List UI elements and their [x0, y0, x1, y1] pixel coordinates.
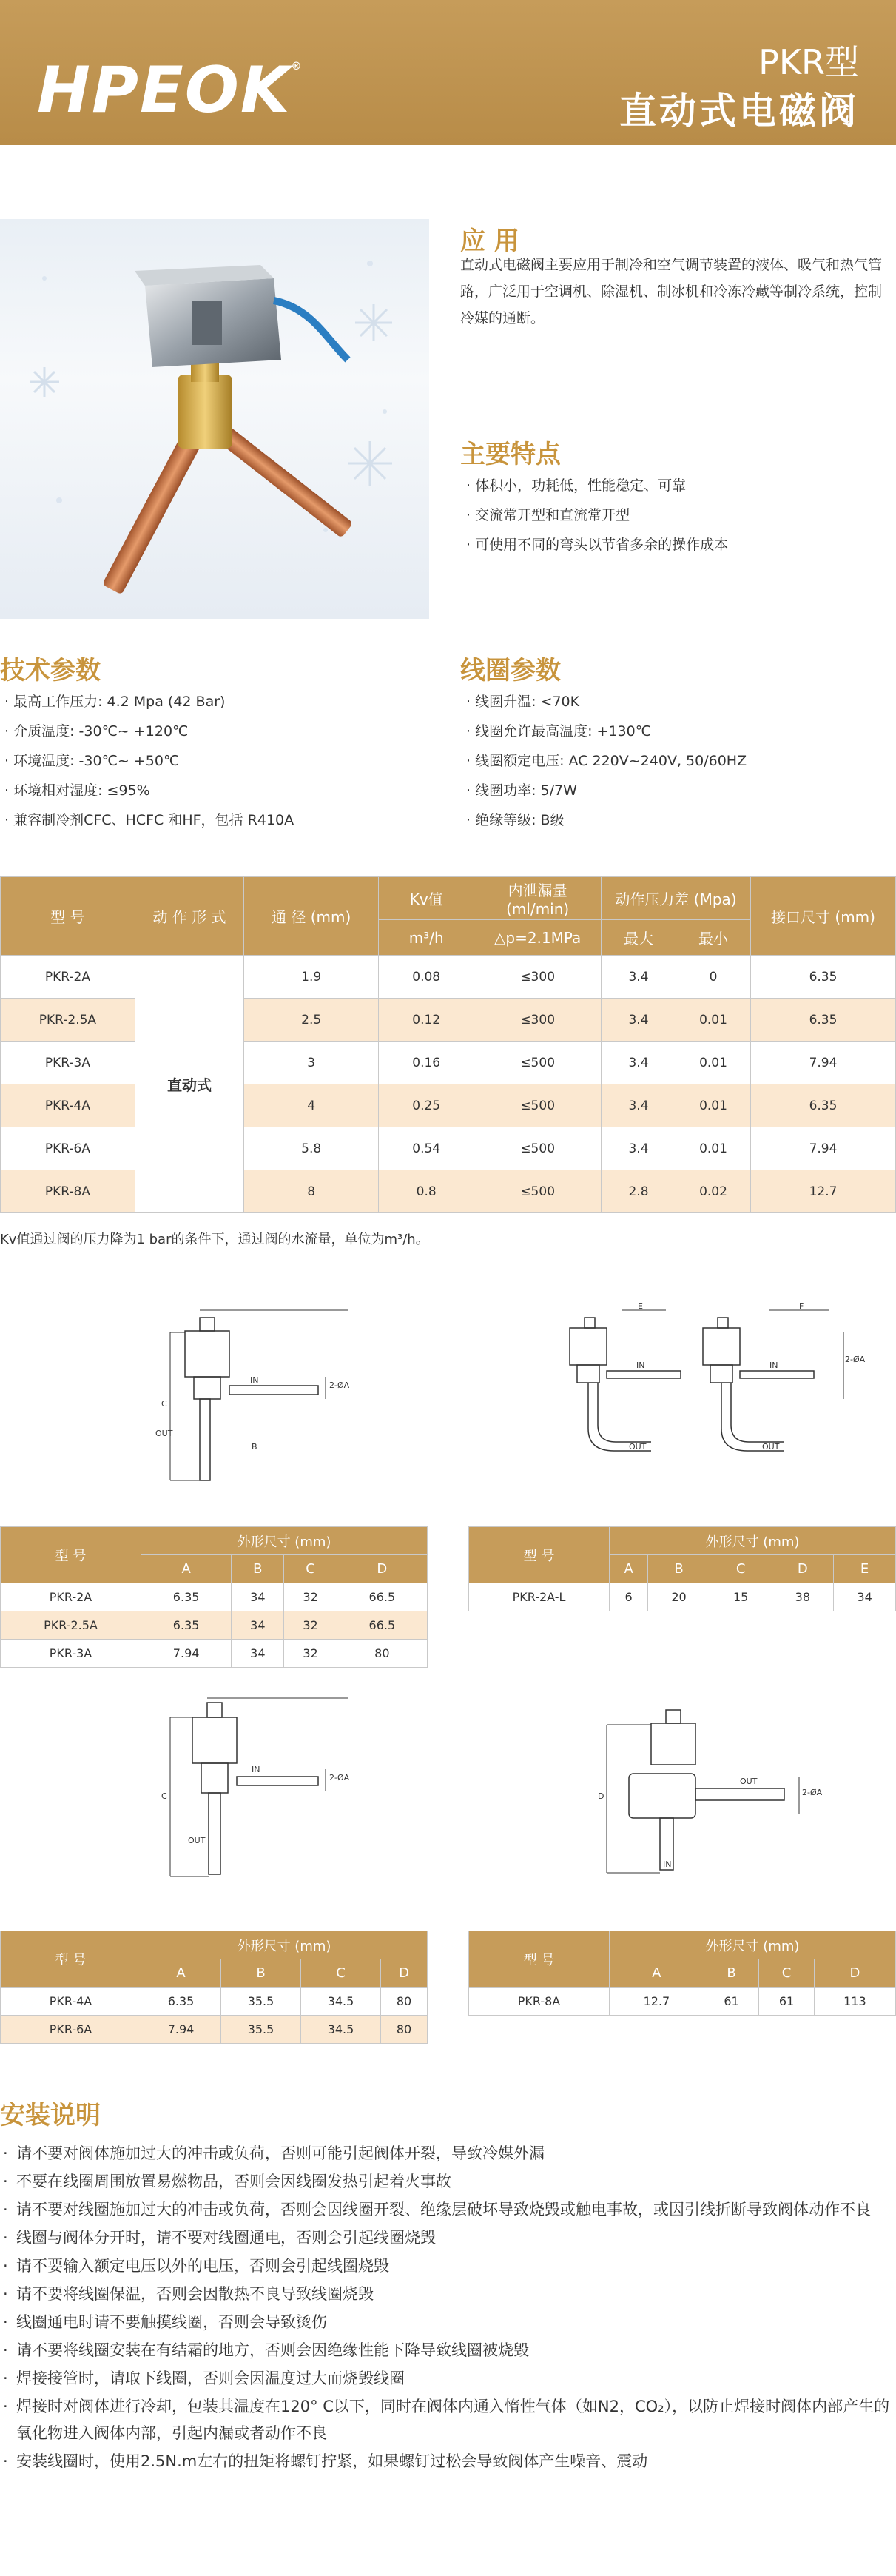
svg-text:F: F [799, 1301, 804, 1311]
drawing-pkr-4a [141, 1695, 363, 1888]
list-item: · 可使用不同的弯头以节省多余的操作成本 [466, 530, 728, 560]
table-row: PKR-8A 8 0.8 ≤500 2.8 0.02 12.7 [1, 1170, 896, 1213]
kv-note: Kv值通过阀的压力降为1 bar的条件下，通过阀的水流量，单位为m³/h。 [0, 1232, 429, 1247]
dims-table-3: 型 号 外形尺寸 (mm) A B C D PKR-4A 6.35 35.5 34.5 80 PKR-6A 7.94 35.5 34.5 80 [0, 1931, 428, 2044]
svg-text:2-ØA: 2-ØA [845, 1355, 866, 1364]
list-item: · 安装线圈时，使用2.5N.m左右的扭矩将螺钉拧紧，如果螺钉过松会导致阀体产生噪音、震动 [0, 2448, 896, 2475]
list-item: · 交流常开型和直流常开型 [466, 500, 728, 530]
col-header-size: 外形尺寸 (mm) [610, 1527, 896, 1555]
features-title: 主要特点 [460, 440, 561, 469]
spec-table [0, 876, 896, 1213]
col-header-diff: 动作压力差 (Mpa) [602, 877, 751, 920]
svg-text:OUT: OUT [188, 1836, 206, 1845]
col-header-min: 最小 [676, 920, 751, 956]
table-row: PKR-3A 7.94 34 32 80 [1, 1640, 428, 1668]
svg-text:IN: IN [663, 1859, 672, 1869]
list-item: · 体积小，功耗低，性能稳定、可靠 [466, 471, 728, 500]
dims-table-2: 型 号 外形尺寸 (mm) A B C D E PKR-2A-L 6 20 15 38 34 [468, 1526, 896, 1611]
svg-text:IN: IN [250, 1375, 259, 1385]
list-item: · 焊接时对阀体进行冷却，包装其温度在120° C以下，同时在阀体内通入惰性气体（如N2，CO₂），以防止焊接时阀体内部产生的氧化物进入阀体内部，引起内漏或者动作不良 [0, 2393, 896, 2446]
list-item: · 绝缘等级: B级 [466, 805, 747, 835]
product-photo [0, 219, 429, 619]
svg-text:C: C [161, 1399, 167, 1409]
list-item: · 介质温度: -30℃~ +120℃ [4, 717, 294, 746]
svg-text:C: C [161, 1791, 167, 1801]
table-row: PKR-4A 4 0.25 ≤500 3.4 0.01 6.35 [1, 1084, 896, 1127]
svg-text:OUT: OUT [155, 1429, 173, 1438]
tech-list [4, 687, 294, 835]
svg-text:E: E [638, 1301, 643, 1311]
table-row: PKR-2.5A 6.35 34 32 66.5 [1, 1611, 428, 1640]
table-row: PKR-2A 6.35 34 32 66.5 [1, 1583, 428, 1611]
col-header-kv-unit: m³/h [379, 920, 474, 956]
svg-text:OUT: OUT [740, 1777, 758, 1786]
col-header-model: 型 号 [469, 1527, 610, 1583]
brand-logo: HPEOK® [37, 53, 303, 127]
col-header-bore: 通 径 (mm) [244, 877, 379, 956]
svg-text:OUT: OUT [629, 1442, 647, 1452]
list-item: · 请不要将线圈安装在有结霜的地方，否则会因绝缘性能下降导致线圈被烧毁 [0, 2337, 896, 2364]
col-header-model: 型 号 [1, 877, 135, 956]
action-cell: 直动式 [135, 956, 243, 1213]
table-row: PKR-3A 3 0.16 ≤500 3.4 0.01 7.94 [1, 1042, 896, 1084]
table-row: PKR-2.5A 2.5 0.12 ≤300 3.4 0.01 6.35 [1, 999, 896, 1042]
svg-text:IN: IN [636, 1361, 645, 1370]
table-row: PKR-2A 直动式 1.9 0.08 ≤300 3.4 0 6.35 [1, 956, 896, 999]
table-row: PKR-6A 5.8 0.54 ≤500 3.4 0.01 7.94 [1, 1127, 896, 1170]
list-item: · 线圈与阀体分开时，请不要对线圈通电，否则会引起线圈烧毁 [0, 2224, 896, 2251]
list-item: · 请不要将线圈保温，否则会因散热不良导致线圈烧毁 [0, 2281, 896, 2307]
install-title: 安装说明 [0, 2101, 101, 2130]
col-header-conn: 接口尺寸 (mm) [751, 877, 896, 956]
col-header-max: 最大 [602, 920, 676, 956]
svg-text:IN: IN [252, 1765, 260, 1774]
install-list [0, 2140, 896, 2475]
col-header-action: 动 作 形 式 [135, 877, 243, 956]
install-section [0, 2095, 896, 2476]
col-header-model: 型 号 [469, 1931, 610, 1988]
svg-text:OUT: OUT [762, 1442, 780, 1452]
list-item: · 兼容制冷剂CFC、HCFC 和HF，包括 R410A [4, 805, 294, 835]
drawing-pkr-2a-l [548, 1301, 866, 1488]
drawing-pkr-2a [141, 1303, 363, 1488]
col-header-size: 外形尺寸 (mm) [141, 1527, 428, 1555]
list-item: · 焊接接管时，请取下线圈，否则会因温度过大而烧毁线圈 [0, 2365, 896, 2392]
coil-title: 线圈参数 [460, 656, 561, 685]
table-row: PKR-4A 6.35 35.5 34.5 80 [1, 1988, 428, 2016]
dims-table-4: 型 号 外形尺寸 (mm) A B C D PKR-8A 12.7 61 61 113 [468, 1931, 896, 2016]
col-header-model: 型 号 [1, 1527, 141, 1583]
svg-text:2-ØA: 2-ØA [802, 1788, 823, 1797]
col-header-size: 外形尺寸 (mm) [610, 1931, 896, 1959]
svg-text:2-ØA: 2-ØA [329, 1773, 350, 1782]
table-row: PKR-8A 12.7 61 61 113 [469, 1988, 896, 2016]
drawing-pkr-8a [562, 1703, 829, 1880]
table-row: PKR-2A-L 6 20 15 38 34 [469, 1583, 896, 1611]
page-title: 直动式电磁阀 [619, 90, 859, 133]
application-text: 直动式电磁阀主要应用于制冷和空气调节装置的液体、吸气和热气管路，广泛用于空调机、除湿机、制冰机和冷冻冷藏等制冷系统，控制冷媒的通断。 [460, 257, 883, 326]
application-title: 应 用 [460, 227, 519, 256]
col-header-leak: 内泄漏量 (ml/min) [474, 877, 602, 920]
svg-text:D: D [598, 1791, 604, 1801]
list-item: · 请不要对阀体施加过大的冲击或负荷，否则可能引起阀体开裂，导致冷媒外漏 [0, 2140, 896, 2167]
list-item: · 线圈升温: <70K [466, 687, 747, 717]
col-header-size: 外形尺寸 (mm) [141, 1931, 428, 1959]
col-header-kv: Kv值 [379, 877, 474, 920]
features-list [466, 471, 728, 560]
col-header-model: 型 号 [1, 1931, 141, 1988]
list-item: · 线圈通电时请不要触摸线圈，否则会导致烫伤 [0, 2309, 896, 2335]
header-banner [0, 0, 896, 145]
list-item: · 环境相对湿度: ≤95% [4, 776, 294, 805]
col-header-leak-cond: △p=2.1MPa [474, 920, 602, 956]
list-item: · 线圈额定电压: AC 220V~240V, 50/60HZ [466, 746, 747, 776]
coil-list [466, 687, 747, 835]
table-row: PKR-6A 7.94 35.5 34.5 80 [1, 2016, 428, 2044]
list-item: · 环境温度: -30℃~ +50℃ [4, 746, 294, 776]
dims-table-1: 型 号 外形尺寸 (mm) A B C D PKR-2A 6.35 34 32 66.5 PKR-2.5A 6.35 34 32 66.5 PKR-3A 7.94 34 32 80 [0, 1526, 428, 1668]
svg-text:B: B [252, 1442, 257, 1452]
svg-text:2-ØA: 2-ØA [329, 1381, 350, 1390]
list-item: · 线圈允许最高温度: +130℃ [466, 717, 747, 746]
list-item: · 最高工作压力: 4.2 Mpa (42 Bar) [4, 687, 294, 717]
list-item: · 线圈功率: 5/7W [466, 776, 747, 805]
svg-text:IN: IN [769, 1361, 778, 1370]
list-item: · 请不要输入额定电压以外的电压，否则会引起线圈烧毁 [0, 2253, 896, 2279]
model-name: PKR型 [758, 42, 859, 82]
tech-title: 技术参数 [0, 656, 101, 685]
list-item: · 不要在线圈周围放置易燃物品，否则会因线圈发热引起着火事故 [0, 2168, 896, 2195]
list-item: · 请不要对线圈施加过大的冲击或负荷，否则会因线圈开裂、绝缘层破坏导致烧毁或触电事故，或因引线折断导致阀体动作不良 [0, 2196, 896, 2223]
